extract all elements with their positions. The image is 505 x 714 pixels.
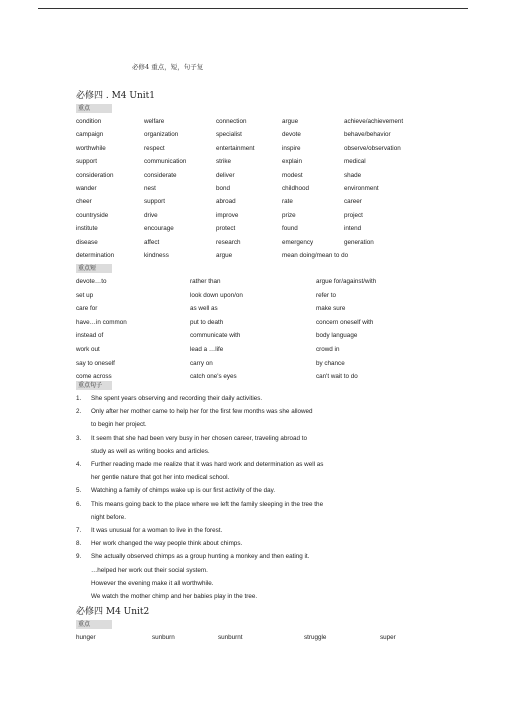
phrase-item: can't wait to do <box>316 373 358 381</box>
phrase-item: come across <box>76 373 112 381</box>
word-item: bond <box>216 185 231 192</box>
word-item: organization <box>144 131 179 139</box>
sentence-line: She actually observed chimps as a group hunting a monkey and then eating it. <box>91 553 310 561</box>
phrase-item: catch one's eyes <box>190 373 237 381</box>
phrase-item: rather than <box>190 278 221 285</box>
page-top-rule <box>38 8 468 9</box>
word-item: condition <box>76 118 102 125</box>
word-item: super <box>380 634 396 641</box>
sentence-line: …helped her work out their social system. <box>91 566 208 574</box>
sentence-number: 4. <box>76 461 82 468</box>
sentence-line: We watch the mother chimp and her babies play in the tree. <box>91 593 258 600</box>
sentence-line: It was unusual for a woman to live in the forest. <box>91 527 223 534</box>
word-item: intend <box>344 225 362 233</box>
sentence-number: 3. <box>76 434 82 442</box>
word-item: communication <box>144 158 187 166</box>
word-item: kindness <box>144 252 169 259</box>
word-item: encourage <box>144 225 174 233</box>
sentence-line: This means going back to the place where we left the family sleeping in the tree the <box>91 500 324 508</box>
word-item: shade <box>344 171 362 179</box>
word-item: generation <box>344 238 374 246</box>
word-item: rate <box>282 198 293 206</box>
sentence-line: Her work changed the way people think about chimps. <box>91 540 243 548</box>
unit1-words-tag: 重点 <box>76 104 112 113</box>
word-item: mean doing/mean to do <box>282 252 349 259</box>
word-item: argue <box>282 118 299 125</box>
word-item: support <box>144 198 166 206</box>
phrase-item: as well as <box>190 305 218 313</box>
sentence-number: 2. <box>76 408 82 416</box>
word-item: behave/behavior <box>344 131 391 139</box>
phrase-item: work out <box>76 346 100 353</box>
word-item: explain <box>282 158 302 166</box>
phrase-item: say to oneself <box>76 359 115 367</box>
phrase-item: look down upon/on <box>190 291 243 299</box>
sentence-number: 5. <box>76 487 82 495</box>
word-item: achieve/achievement <box>344 118 404 125</box>
word-item: found <box>282 225 298 233</box>
phrase-item: communicate with <box>190 332 241 340</box>
word-item: childhood <box>282 185 309 192</box>
sentence-line: study as well as writing books and articles. <box>91 447 210 455</box>
word-item: career <box>344 198 362 206</box>
unit1-heading: 必修四 . M4 Unit1 <box>76 91 155 101</box>
sentence-line: her gentle nature that got her into medical school. <box>91 474 230 482</box>
word-item: determination <box>76 252 115 259</box>
word-item: drive <box>144 211 158 219</box>
phrase-item: care for <box>76 305 98 313</box>
word-item: hunger <box>76 634 96 641</box>
word-item: cheer <box>76 198 92 206</box>
phrase-item: refer to <box>316 291 336 299</box>
word-item: environment <box>344 185 379 192</box>
word-item: support <box>76 158 98 166</box>
sentence-number: 7. <box>76 527 82 534</box>
phrase-item: have…in common <box>76 318 127 326</box>
phrase-item: by chance <box>316 359 345 367</box>
word-item: wander <box>76 185 97 192</box>
word-item: struggle <box>304 634 327 641</box>
word-item: connection <box>216 118 247 125</box>
phrase-item: lead a …life <box>190 346 224 353</box>
word-item: observe/observation <box>344 144 401 152</box>
phrase-item: carry on <box>190 359 213 367</box>
word-item: worthwhile <box>76 144 106 152</box>
phrase-item: crowd in <box>316 346 340 353</box>
word-item: inspire <box>282 144 301 152</box>
word-item: institute <box>76 225 98 233</box>
sentence-line: She spent years observing and recording their daily activities. <box>91 395 263 402</box>
sentence-line: night before. <box>91 513 127 521</box>
word-item: research <box>216 238 241 246</box>
unit1-phrases-tag: 重点短 <box>76 264 112 273</box>
word-item: welfare <box>144 118 165 125</box>
sentence-line: Watching a family of chimps wake up is our first activity of the day. <box>91 487 276 495</box>
unit2-heading: 必修四 M4 Unit2 <box>76 607 150 617</box>
word-item: consideration <box>76 171 114 179</box>
sentence-line: It seem that she had been very busy in her chosen career, traveling abroad to <box>91 434 307 442</box>
unit2-words-tag: 重点 <box>76 620 112 629</box>
word-item: medical <box>344 158 366 166</box>
word-item: sunburnt <box>218 634 243 641</box>
document-title: 必修4 重点，短，句子复 <box>132 63 204 71</box>
sentence-line: Only after her mother came to help her for the first few months was she allowed <box>91 408 313 416</box>
word-item: devote <box>282 131 301 139</box>
word-item: campaign <box>76 131 104 139</box>
sentence-line: Further reading made me realize that it was hard work and determination as well as <box>91 461 324 468</box>
phrase-item: devote…to <box>76 278 107 285</box>
word-item: affect <box>144 238 160 246</box>
sentence-number: 8. <box>76 540 82 548</box>
sentence-line: to begin her project. <box>91 421 147 429</box>
sentence-number: 6. <box>76 500 82 508</box>
word-item: strike <box>216 158 232 166</box>
word-item: improve <box>216 211 239 219</box>
phrase-item: make sure <box>316 305 346 313</box>
word-item: prize <box>282 211 296 219</box>
word-item: protect <box>216 225 236 233</box>
phrase-item: put to death <box>190 318 224 326</box>
word-item: disease <box>76 238 98 246</box>
word-item: deliver <box>216 171 235 179</box>
word-item: project <box>344 211 363 219</box>
word-item: argue <box>216 252 233 259</box>
word-item: countryside <box>76 211 109 219</box>
phrase-item: instead of <box>76 332 104 340</box>
phrase-item: argue for/against/with <box>316 278 377 285</box>
word-item: specialist <box>216 131 242 139</box>
sentence-number: 1. <box>76 395 82 402</box>
phrase-item: concern oneself with <box>316 318 374 326</box>
word-item: entertainment <box>216 144 255 152</box>
word-item: emergency <box>282 238 314 246</box>
phrase-item: set up <box>76 291 94 299</box>
word-item: respect <box>144 144 165 152</box>
word-item: modest <box>282 171 303 179</box>
word-item: considerate <box>144 171 177 179</box>
word-item: sunburn <box>152 634 175 641</box>
word-item: abroad <box>216 198 236 206</box>
sentence-number: 9. <box>76 553 82 561</box>
word-item: nest <box>144 185 156 192</box>
sentence-line: However the evening make it all worthwhile. <box>91 579 214 587</box>
unit1-sentences-tag: 重点句子 <box>76 381 112 390</box>
phrase-item: body language <box>316 332 358 340</box>
